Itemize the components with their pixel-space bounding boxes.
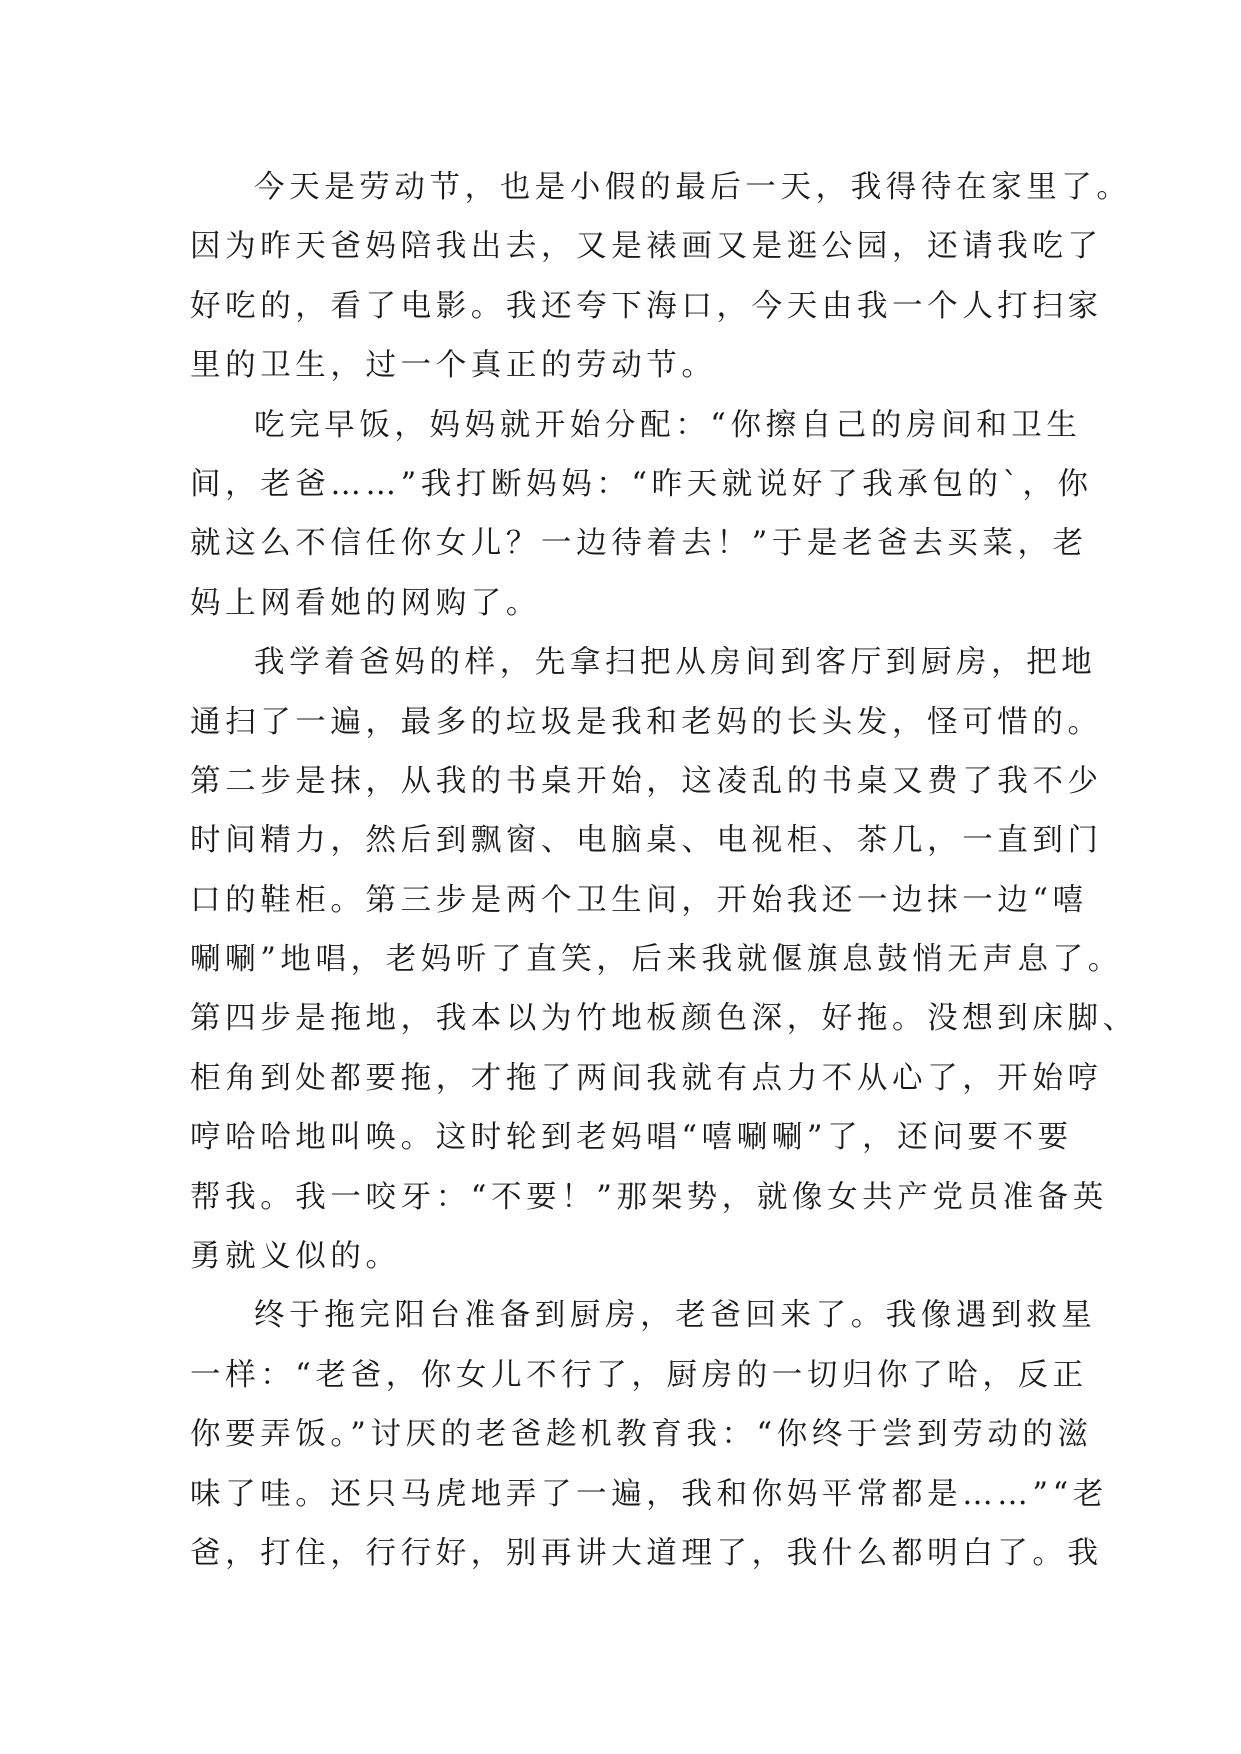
text-line: 就这么不信任你女儿？一边待着去！”于是老爸去买菜，老	[190, 526, 1088, 562]
text-line-paragraph-start: 我学着爸妈的样，先拿扫把从房间到客厅到厨房，把地	[254, 645, 1097, 681]
text-line: 里的卫生，过一个真正的劳动节。	[190, 348, 717, 384]
text-line-paragraph-start: 吃完早饭，妈妈就开始分配：“你擦自己的房间和卫生	[254, 407, 1082, 443]
text-line: 哼哈哈地叫唤。这时轮到老妈唱“嘻唰唰”了，还问要不要	[190, 1120, 1073, 1156]
text-line: 第二步是抹，从我的书桌开始，这凌乱的书桌又费了我不少	[190, 763, 1103, 799]
text-line: 一样：“老爸，你女儿不行了，厨房的一切归你了哈，反正	[190, 1357, 1088, 1393]
essay-body	[190, 158, 1138, 1583]
text-line: 第四步是拖地，我本以为竹地板颜色深，好拖。没想到床脚、	[190, 1001, 1138, 1037]
text-line: 口的鞋柜。第三步是两个卫生间，开始我还一边抹一边“嘻	[190, 882, 1088, 918]
text-line: 味了哇。还只马虎地弄了一遍，我和你妈平常都是……”“老	[190, 1476, 1108, 1512]
text-line: 帮我。我一咬牙：“不要！”那架势，就像女共产党员准备英	[190, 1179, 1108, 1215]
text-line: 时间精力，然后到飘窗、电脑桌、电视柜、茶几，一直到门	[190, 823, 1103, 859]
text-line: 好吃的，看了电影。我还夸下海口，今天由我一个人打扫家	[190, 288, 1103, 324]
text-line: 因为昨天爸妈陪我出去，又是裱画又是逛公园，还请我吃了	[190, 229, 1103, 265]
text-line: 通扫了一遍，最多的垃圾是我和老妈的长头发，怪可惜的。	[190, 704, 1103, 740]
text-line-paragraph-start: 终于拖完阳台准备到厨房，老爸回来了。我像遇到救星	[254, 1298, 1097, 1334]
text-line: 柜角到处都要拖，才拖了两间我就有点力不从心了，开始哼	[190, 1060, 1103, 1096]
text-line: 唰唰”地唱，老妈听了直笑，后来我就偃旗息鼓悄无声息了。	[190, 942, 1123, 978]
text-line: 爸，打住，行行好，别再讲大道理了，我什么都明白了。我	[190, 1535, 1103, 1571]
text-line: 你要弄饭。”讨厌的老爸趁机教育我：“你终于尝到劳动的滋	[190, 1417, 1093, 1453]
text-line: 间，老爸……”我打断妈妈：“昨天就说好了我承包的`，你	[190, 466, 1093, 502]
text-line: 妈上网看她的网购了。	[190, 585, 541, 621]
text-line: 勇就义似的。	[190, 1239, 401, 1275]
text-line-paragraph-start: 今天是劳动节，也是小假的最后一天，我得待在家里了。	[254, 170, 1132, 205]
